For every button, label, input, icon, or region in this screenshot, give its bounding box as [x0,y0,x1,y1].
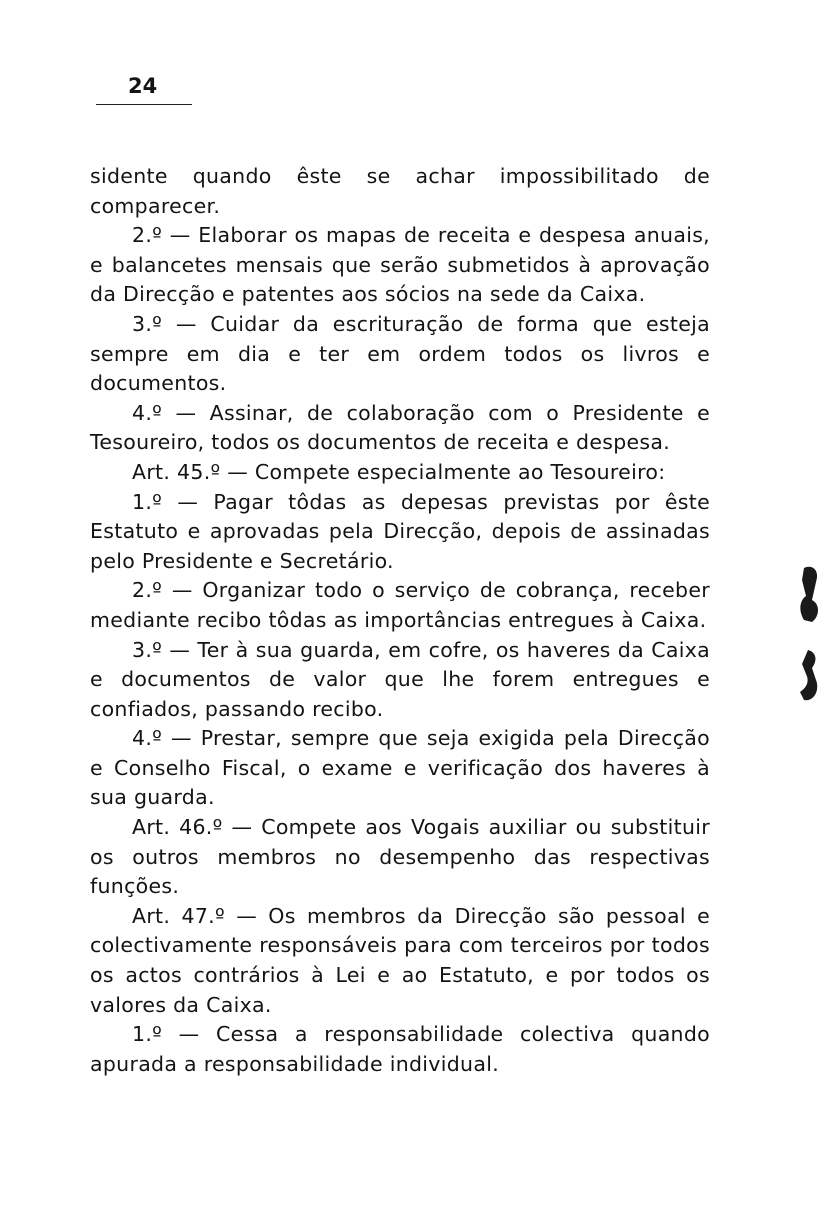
paragraph-item-2: 2.º — Elaborar os mapas de receita e despesa anuais, e balancetes mensais que serão submetidos à aprovação da Direcção e patentes aos sócios na sede da Caixa. [90,223,710,307]
paragraph-item-4: 4.º — Assinar, de colaboração com o Presidente e Tesoureiro, todos os documentos de receita e despesa. [90,400,710,455]
paragraph-art-45-item-1: 1.º — Pagar tôdas as depesas previstas por êste Estatuto e aprovadas pela Direcção, depois de assinadas pelo Presidente e Secretário. [90,489,710,573]
paragraph-art-45-item-2: 2.º — Organizar todo o serviço de cobrança, receber mediante recibo tôdas as importâncias entregues à Caixa. [90,578,710,632]
paragraph-art-45: Art. 45.º — Compete especialmente ao Tesoureiro: [132,459,666,484]
paragraph-art-45-item-4: 4.º — Prestar, sempre que seja exigida pela Direcção e Conselho Fiscal, o exame e verificação dos haveres à sua guarda. [90,726,710,810]
paragraph-art-47-item-1: 1.º — Cessa a responsabilidade colectiva quando apurada a responsabilidade individual. [90,1022,710,1076]
text-body [90,162,710,1079]
page-number: 24 [128,74,158,98]
paragraph-item-3: 3.º — Cuidar da escrituração de forma que esteja sempre em dia e ter em ordem todos os livros e documentos. [90,311,710,396]
paragraph-art-46: Art. 46.º — Compete aos Vogais auxiliar ou substituir os outros membros no desempenho das respectivas funções. [90,815,710,899]
paragraph-art-45-item-3: 3.º — Ter à sua guarda, em cofre, os haveres da Caixa e documentos de valor que lhe forem entregues e confiados, passando recibo. [90,637,710,721]
margin-bleed-mark [790,560,830,720]
page-number-rule [96,104,192,105]
paragraph-continuation: sidente quando êste se achar impossibilitado de comparecer. [90,164,710,218]
paragraph-art-47: Art. 47.º — Os membros da Direcção são pessoal e colectivamente responsáveis para com terceiros por todos os actos contrários à Lei e ao Estatuto, e por todos os valores da Caixa. [90,903,710,1017]
